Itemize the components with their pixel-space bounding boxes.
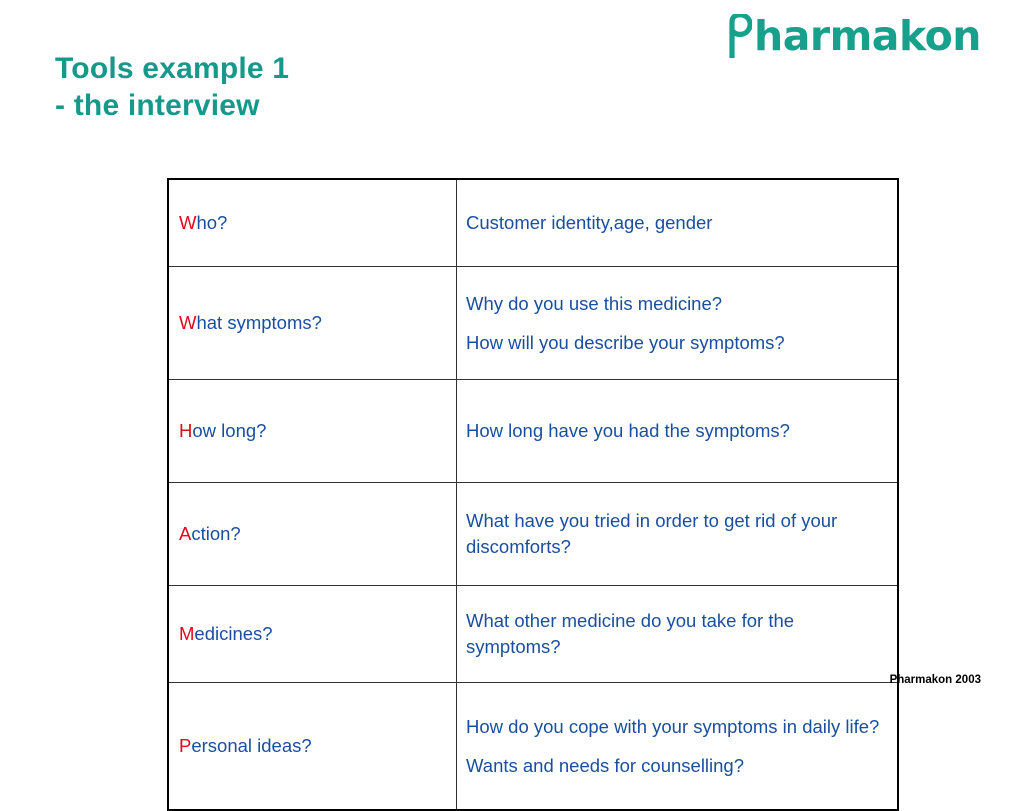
question-text: ersonal ideas?: [191, 735, 312, 756]
footer-credit: Pharmakon 2003: [889, 674, 981, 686]
question-text: hat symptoms?: [196, 312, 322, 333]
answer-line: Customer identity,age, gender: [466, 212, 713, 233]
answer-cell: [457, 683, 899, 811]
question-cell: [168, 380, 457, 483]
table-row: [168, 267, 898, 380]
answer-cell: [457, 267, 899, 380]
answer-line: How will you describe your symptoms?: [466, 331, 785, 353]
question-initial: H: [179, 420, 193, 441]
question-initial: W: [179, 212, 197, 233]
pharmakon-leaf-icon: [726, 14, 752, 58]
question-cell: [168, 267, 457, 380]
pharmakon-logo: [726, 14, 981, 58]
page-title: [55, 50, 289, 124]
question-text: ction?: [191, 523, 241, 544]
question-cell: [168, 586, 457, 683]
page-title-line-1: Tools example 1: [55, 52, 290, 85]
answer-line: What other medicine do you take for the symptoms?: [466, 610, 795, 657]
logo-wordmark: harmakon: [754, 12, 981, 60]
question-text: ow long?: [192, 420, 267, 441]
answer-line: Why do you use this medicine?: [466, 292, 723, 314]
question-initial: A: [179, 523, 192, 544]
table-row: [168, 483, 898, 586]
question-cell: [168, 683, 457, 811]
question-initial: W: [179, 312, 197, 333]
answer-line: How do you cope with your symptoms in daily life?: [466, 715, 880, 737]
table-row: [168, 586, 898, 683]
page-title-line-2: - the interview: [55, 89, 260, 122]
answer-cell: [457, 179, 899, 267]
table-row: [168, 683, 898, 811]
question-cell: [168, 179, 457, 267]
interview-table-wrapper: [167, 178, 880, 811]
question-initial: P: [179, 735, 192, 756]
question-initial: M: [179, 623, 195, 644]
table-row: [168, 179, 898, 267]
answer-cell: [457, 483, 899, 586]
interview-table: [167, 178, 899, 811]
answer-line: What have you tried in order to get rid of your discomforts?: [466, 510, 838, 557]
answer-cell: [457, 586, 899, 683]
question-cell: [168, 483, 457, 586]
answer-cell: [457, 380, 899, 483]
table-row: [168, 380, 898, 483]
question-text: edicines?: [194, 623, 273, 644]
answer-line: How long have you had the symptoms?: [466, 420, 790, 441]
question-text: ho?: [196, 212, 228, 233]
answer-line: Wants and needs for counselling?: [466, 754, 745, 776]
